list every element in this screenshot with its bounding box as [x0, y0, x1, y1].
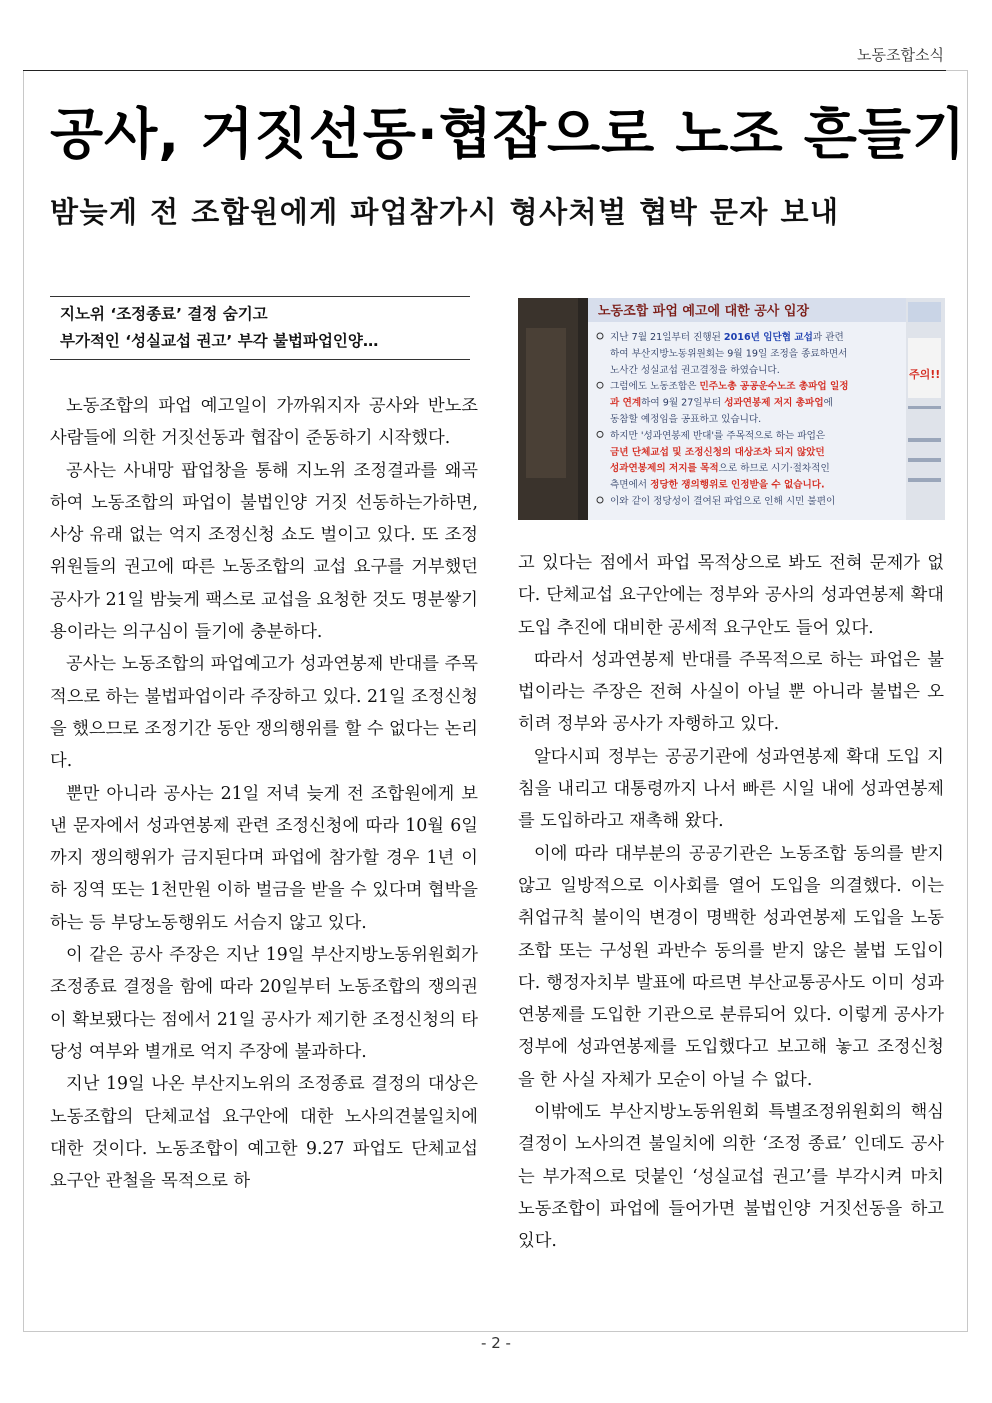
headline: 공사, 거짓선동·협잡으로 노조 흔들기	[50, 102, 967, 166]
article-column-left	[50, 390, 478, 1197]
paragraph: 알다시피 정부는 공공기관에 성과연봉제 확대 도입 지침을 내리고 대통령까지 나서 빠른 시일 내에 성과연봉제를 도입하라고 재촉해 왔다.	[518, 746, 944, 832]
kicker-box	[50, 296, 470, 360]
photo-bullet-line: 하지만 '성과연봉제 반대'를 주목적으로 하는 파업은	[610, 430, 826, 442]
paragraph: 따라서 성과연봉제 반대를 주목적으로 하는 파업은 불법이라는 주장은 전혀 사실이 아닐 뿐 아니라 불법은 오히려 정부와 공사가 자행하고 있다.	[518, 649, 944, 735]
section-label: 노동조합소식	[857, 46, 944, 64]
paragraph: 뿐만 아니라 공사는 21일 저녁 늦게 전 조합원에게 보낸 문자에서 성과연봉제 관련 조정신청에 따라 10월 6일까지 쟁의행위가 금지된다며 파업에 참가할 경우 1년 이하 징역 또는 1천만원 이하 벌금을 받을 수 있다며 협박을 하는 등 부당노동행위도 서슴지 않고 있다.	[50, 783, 478, 933]
article-photo	[518, 298, 945, 520]
paragraph: 공사는 노동조합의 파업예고가 성과연봉제 반대를 주목적으로 하는 불법파업이라 주장하고 있다. 21일 조정신청을 했으므로 조정기간 동안 쟁의행위를 할 수 없다는 논리다.	[50, 654, 478, 772]
subheadline: 밤늦게 전 조합원에게 파업참가시 형사처벌 협박 문자 보내	[50, 195, 840, 229]
photo-bullet-line: 노사간 성실교섭 권고결정을 하였습니다.	[610, 364, 780, 376]
photo-bullet-line: 성과연봉제의 저지를 목적으로 하므로 시기·절차적인	[610, 463, 830, 475]
paragraph: 이 같은 공사 주장은 지난 19일 부산지방노동위원회가 조정종료 결정을 함에 따라 20일부터 노동조합의 쟁의권이 확보됐다는 점에서 21일 공사가 제기한 조정신청의 타당성 여부와 별개로 억지 주장에 불과하다.	[50, 945, 478, 1062]
header-rule	[23, 70, 946, 71]
photo-bullet-line: 측면에서 정당한 쟁의행위로 인정받을 수 없습니다.	[610, 479, 825, 491]
paragraph: 이밖에도 부산지방노동위원회 특별조정위원회의 핵심 결정이 노사의견 불일치에 의한 ‘조정 종료’ 인데도 공사는 부가적으로 덧붙인 ‘성실교섭 권고’를 부각시켜 마치 노동조합이 파업에 들어가면 불법인양 거짓선동을 하고 있다.	[518, 1102, 944, 1252]
photo-bullet-line: 금년 단체교섭 및 조정신청의 대상조차 되지 않았던	[610, 446, 825, 458]
page-number: - 2 -	[481, 1334, 511, 1352]
photo-bullet-line: 이와 같이 정당성이 결여된 파업으로 인해 시민 불편이	[610, 496, 836, 507]
paragraph: 이에 따라 대부분의 공공기관은 노동조합 동의를 받지 않고 일방적으로 이사회를 열어 도입을 의결했다. 이는 취업규칙 불이익 변경이 명백한 성과연봉제 도입을 노동조합 또는 구성원 과반수 동의를 받지 않은 불법 도입이다. 행정자치부 발표에 따르면 부산교통공사도 이미 성과연봉제를 도입한 기관으로 분류되어 있다. 이렇게 공사가 정부에 성과연봉제를 도입했다고 보고해 놓고 조정신청을 한 사실 자체가 모순이 아닐 수 없다.	[518, 843, 944, 1090]
photo-bullet-line: 동참할 예정임을 공표하고 있습니다.	[610, 414, 762, 425]
photo-bullet-line: 과 연계하여 9월 27일부터 성과연봉제 저지 총파업에	[610, 397, 833, 409]
article-column-right	[518, 547, 944, 1258]
photo-side-text: 주의!!	[909, 368, 941, 381]
photo-title: 노동조합 파업 예고에 대한 공사 입장	[598, 304, 809, 319]
paragraph-continued: 고 있다는 점에서 파업 목적상으로 봐도 전혀 문제가 없다. 단체교섭 요구안에는 정부와 공사의 성과연봉제 확대 도입 추진에 대비한 공세적 요구안도 들어 있다.	[518, 553, 944, 638]
kicker-line-1: 지노위 ‘조정종료’ 결정 숨기고	[60, 305, 268, 323]
paragraph: 노동조합의 파업 예고일이 가까워지자 공사와 반노조 사람들에 의한 거짓선동과 협잡이 준동하기 시작했다.	[50, 396, 478, 449]
kicker-line-2: 부가적인 ‘성실교섭 권고’ 부각 불법파업인양…	[60, 332, 379, 350]
photo-screen-illustration	[518, 298, 945, 520]
photo-bullet-line: 그럼에도 노동조합은 민주노총 공공운수노조 총파업 일정	[610, 381, 849, 393]
paragraph: 지난 19일 나온 부산지노위의 조정종료 결정의 대상은 노동조합의 단체교섭 요구안에 대한 노사의견불일치에 대한 것이다. 노동조합이 예고한 9.27 파업도 단체교섭 요구안 관철을 목적으로 하	[50, 1074, 478, 1192]
photo-bullet-line: 지난 7월 21일부터 진행된 2016년 임단협 교섭과 관련	[610, 332, 844, 343]
paragraph: 공사는 사내망 팝업창을 통해 지노위 조정결과를 왜곡하여 노동조합의 파업이 불법인양 거짓 선동하는가하면, 사상 유래 없는 억지 조정신청 쇼도 벌이고 있다. 또 조정위원들의 권고에 따른 노동조합의 교섭 요구를 거부했던 공사가 21일 밤늦게 팩스로 교섭을 요청한 것도 명분쌓기용이라는 의구심이 들기에 충분하다.	[50, 460, 478, 643]
photo-bullet-line: 하여 부산지방노동위원회는 9월 19일 조정을 종료하면서	[610, 348, 848, 360]
